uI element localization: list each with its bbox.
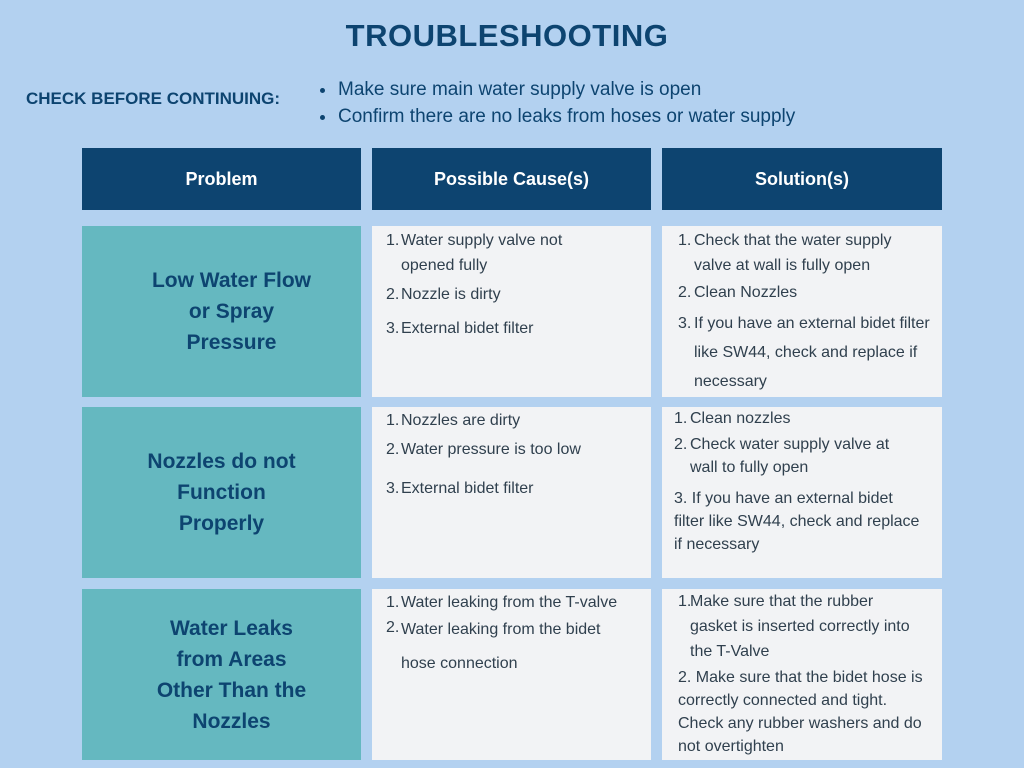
solutions-cell <box>662 589 942 760</box>
solutions-cell <box>662 407 942 578</box>
problem-cell <box>82 226 361 397</box>
problem-cell <box>82 589 361 760</box>
cause-item: 3. External bidet filter <box>386 320 534 337</box>
cause-item: 2. Water pressure is too low <box>386 441 581 458</box>
check-item: Confirm there are no leaks from hoses or water supply <box>318 103 795 130</box>
cause-item: 1. Water supply valve not opened fully <box>386 232 563 274</box>
solution-item: 2. Check water supply valve at wall to fully open <box>674 436 890 476</box>
causes-cell <box>372 226 651 397</box>
problem-line: Other Than the <box>156 678 307 702</box>
cause-item: 3. External bidet filter <box>386 480 534 497</box>
solutions-cell <box>662 226 942 397</box>
problem-line: Low Water Flow <box>151 269 312 292</box>
solution-item: 2. Make sure that the bidet hose is correctly connected and tight. Check any rubber washers and do not overtighten <box>678 669 923 755</box>
cause-item: 1. Water leaking from the T-valve <box>386 594 618 611</box>
solution-item: 3. If you have an external bidet filter like SW44, check and replace if necessary <box>674 490 920 553</box>
cause-item: 2. Nozzle is dirty <box>386 286 501 303</box>
cause-item: 1. Nozzles are dirty <box>386 412 521 429</box>
causes-cell <box>372 589 651 760</box>
cause-item: 2. Water leaking from the bidet hose connection <box>386 619 601 672</box>
solution-item: 2. Clean Nozzles <box>678 284 798 301</box>
problem-cell <box>82 407 361 578</box>
problem-line: Properly <box>178 512 265 535</box>
header-problem: Problem <box>82 148 361 210</box>
problem-line: from Areas <box>176 647 287 671</box>
solution-item: 1. Clean nozzles <box>674 410 791 427</box>
solution-item: 1. Check that the water supply valve at wall is fully open <box>678 232 892 274</box>
problem-line: Function <box>177 481 266 504</box>
check-list <box>318 76 795 130</box>
problem-line: Pressure <box>186 331 277 354</box>
check-before-label: CHECK BEFORE CONTINUING: <box>26 89 281 108</box>
solution-item: 3. If you have an external bidet filter like SW44, check and replace if necessary <box>678 315 930 390</box>
problem-line: Nozzles <box>192 709 271 733</box>
solution-item: 1. Make sure that the rubber gasket is inserted correctly into the T-Valve <box>678 593 910 660</box>
header-solutions: Solution(s) <box>662 148 942 210</box>
page-title: TROUBLESHOOTING <box>345 18 669 53</box>
check-item: Make sure main water supply valve is open <box>318 76 795 103</box>
problem-line: or Spray <box>188 300 275 323</box>
causes-cell <box>372 407 651 578</box>
problem-line: Nozzles do not <box>147 450 296 473</box>
problem-line: Water Leaks <box>170 616 293 640</box>
header-causes: Possible Cause(s) <box>372 148 651 210</box>
